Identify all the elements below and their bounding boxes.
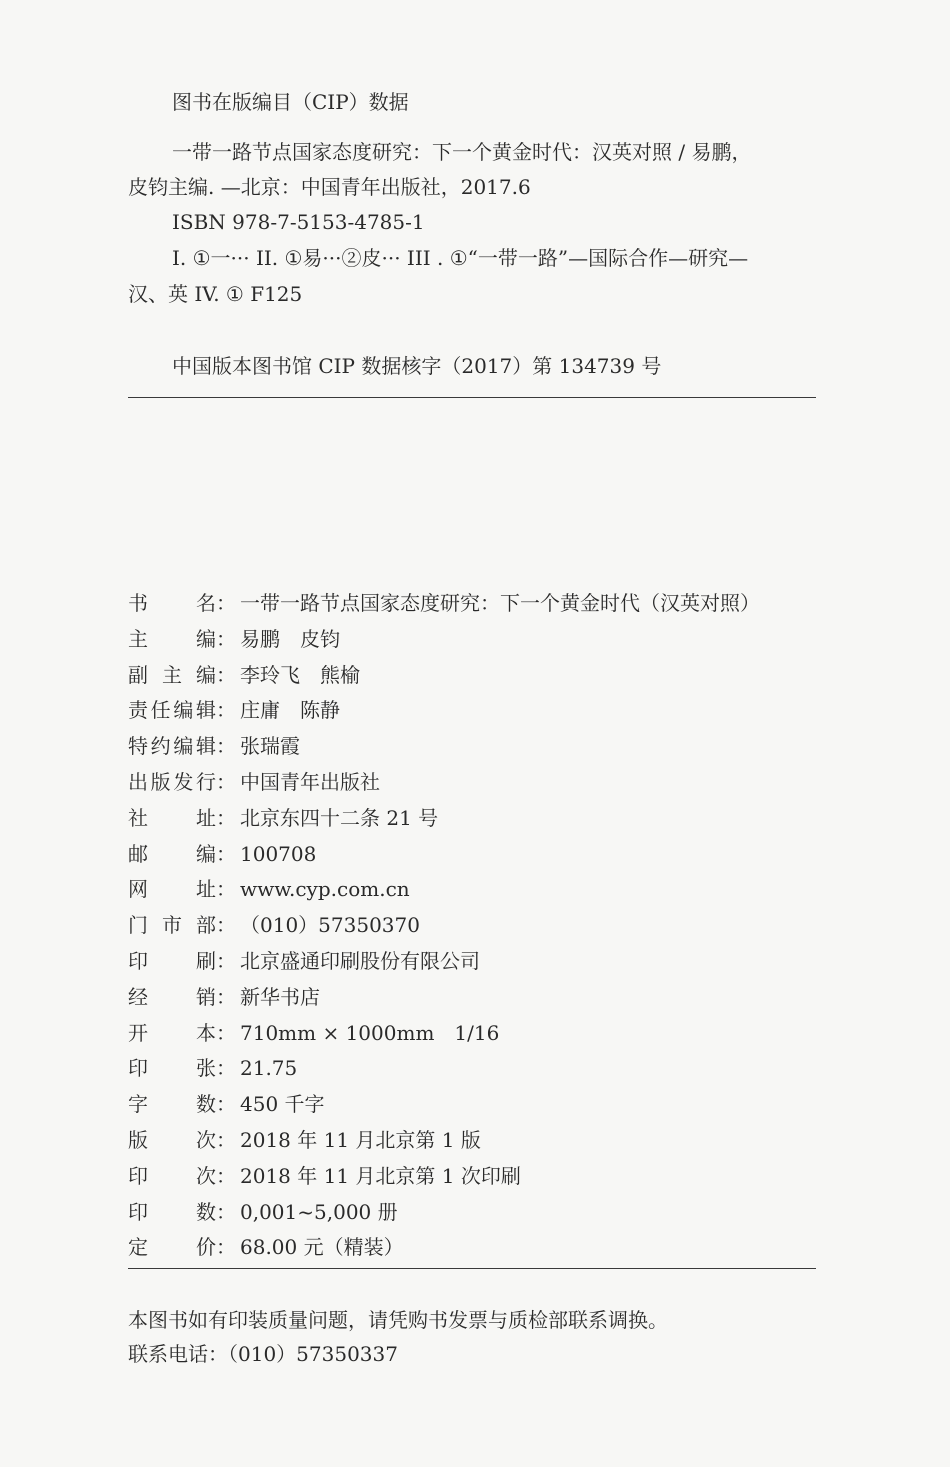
colophon-label-char: 编 [173, 698, 194, 722]
colophon-label-char: 定 [128, 1235, 148, 1259]
colophon-label-char: 本： [196, 1021, 236, 1045]
colophon-value: 100708 [240, 842, 317, 866]
colophon-label-char: 印 [128, 1164, 148, 1188]
colophon-label-char: 开 [128, 1021, 148, 1045]
colophon-label-char: 刷： [196, 949, 236, 973]
colophon-label-char: 印 [128, 949, 148, 973]
colophon-label-char: 数： [196, 1092, 236, 1116]
colophon-value: 庄庸 陈静 [240, 698, 340, 722]
cip-heading: 图书在版编目（CIP）数据 [172, 90, 409, 114]
colophon-divider [128, 1268, 816, 1269]
colophon-label-char: 次： [196, 1128, 236, 1152]
contact-phone: 联系电话：（010）57350337 [128, 1342, 398, 1366]
colophon-value: 710mm × 1000mm 1/16 [240, 1021, 500, 1045]
colophon-value: 李玲飞 熊榆 [240, 663, 360, 687]
colophon-label-char: 编： [196, 627, 236, 651]
colophon-value: 张瑞霞 [240, 734, 300, 758]
colophon-value: 北京东四十二条 21 号 [240, 806, 439, 830]
cip-record-number: 中国版本图书馆 CIP 数据核字（2017）第 134739 号 [172, 354, 662, 378]
colophon-label [128, 732, 236, 760]
colophon-label [128, 661, 236, 689]
colophon-label-char: 主 [128, 627, 148, 651]
colophon-label-char: 任 [150, 698, 171, 722]
cip-classification-line-1: I. ①一··· II. ①易···②皮··· III . ①“一带一路”—国际合作—研究— [172, 246, 749, 270]
colophon-label-char: 编 [173, 734, 194, 758]
colophon-label [128, 1019, 236, 1047]
colophon-label-char: 行： [195, 770, 236, 794]
cip-divider [128, 397, 816, 398]
colophon-label-char: 主 [162, 663, 182, 687]
colophon-label-char: 印 [128, 1056, 148, 1080]
colophon-label-char: 名： [196, 591, 236, 615]
colophon-label-char: 门 [128, 913, 148, 937]
colophon-label-char: 数： [196, 1200, 236, 1224]
colophon-label-char: 特 [128, 734, 148, 758]
cip-classification-line-2: 汉、英 IV. ① F125 [128, 282, 303, 306]
colophon-label-char: 部： [196, 913, 236, 937]
colophon-value: （010）57350370 [240, 913, 420, 937]
colophon-value: 新华书店 [240, 985, 320, 1009]
colophon-label-char: 印 [128, 1200, 148, 1224]
colophon-label-char: 书 [128, 591, 148, 615]
colophon-label-char: 责 [128, 698, 148, 722]
colophon-label [128, 875, 236, 903]
colophon-label [128, 1233, 236, 1261]
colophon-value: 2018 年 11 月北京第 1 版 [240, 1128, 481, 1152]
colophon-label [128, 804, 236, 832]
colophon-label [128, 1162, 236, 1190]
colophon-value: 2018 年 11 月北京第 1 次印刷 [240, 1164, 521, 1188]
colophon-label-char: 邮 [128, 842, 148, 866]
colophon-label [128, 983, 236, 1011]
colophon-label-char: 社 [128, 806, 148, 830]
colophon-label [128, 1198, 236, 1226]
colophon-label-char: 发 [173, 770, 194, 794]
colophon-label [128, 768, 236, 796]
colophon-label-char: 销： [196, 985, 236, 1009]
colophon-value: 68.00 元（精装） [240, 1235, 404, 1259]
colophon-label-char: 辑： [195, 734, 236, 758]
colophon-label-char: 市 [162, 913, 182, 937]
colophon-label-char: 张： [196, 1056, 236, 1080]
colophon-label [128, 947, 236, 975]
colophon-label-char: 次： [196, 1164, 236, 1188]
colophon-value: 0,001~5,000 册 [240, 1200, 398, 1224]
colophon-value: 易鹏 皮钧 [240, 627, 340, 651]
colophon-value: 北京盛通印刷股份有限公司 [240, 949, 480, 973]
colophon-label-char: 编： [196, 842, 236, 866]
cip-isbn: ISBN 978-7-5153-4785-1 [172, 210, 425, 234]
colophon-label [128, 589, 236, 617]
colophon-label [128, 696, 236, 724]
colophon-label-char: 版 [150, 770, 171, 794]
colophon-label-char: 经 [128, 985, 148, 1009]
colophon-label [128, 1054, 236, 1082]
colophon-value: 21.75 [240, 1056, 298, 1080]
colophon-label-char: 字 [128, 1092, 148, 1116]
colophon-label-char: 出 [128, 770, 148, 794]
colophon-label-char: 址： [196, 806, 236, 830]
colophon-label-char: 副 [128, 663, 148, 687]
colophon-label-char: 版 [128, 1128, 148, 1152]
colophon-label [128, 625, 236, 653]
colophon-label-char: 网 [128, 877, 148, 901]
cip-title-line-1: 一带一路节点国家态度研究：下一个黄金时代：汉英对照 / 易鹏， [172, 140, 752, 164]
colophon-label [128, 1090, 236, 1118]
colophon-label [128, 840, 236, 868]
colophon-label-char: 编： [196, 663, 236, 687]
colophon-label [128, 911, 236, 939]
colophon-label-char: 约 [150, 734, 171, 758]
cip-title-line-2: 皮钧主编. —北京：中国青年出版社，2017.6 [128, 175, 531, 199]
colophon-label-char: 址： [196, 877, 236, 901]
colophon-label-char: 辑： [195, 698, 236, 722]
colophon-value: www.cyp.com.cn [240, 877, 410, 901]
colophon-value: 一带一路节点国家态度研究：下一个黄金时代（汉英对照） [240, 591, 760, 615]
colophon-label-char: 价： [196, 1235, 236, 1259]
colophon-value: 中国青年出版社 [240, 770, 380, 794]
colophon-value: 450 千字 [240, 1092, 325, 1116]
quality-notice: 本图书如有印装质量问题，请凭购书发票与质检部联系调换。 [128, 1308, 668, 1332]
colophon-label [128, 1126, 236, 1154]
